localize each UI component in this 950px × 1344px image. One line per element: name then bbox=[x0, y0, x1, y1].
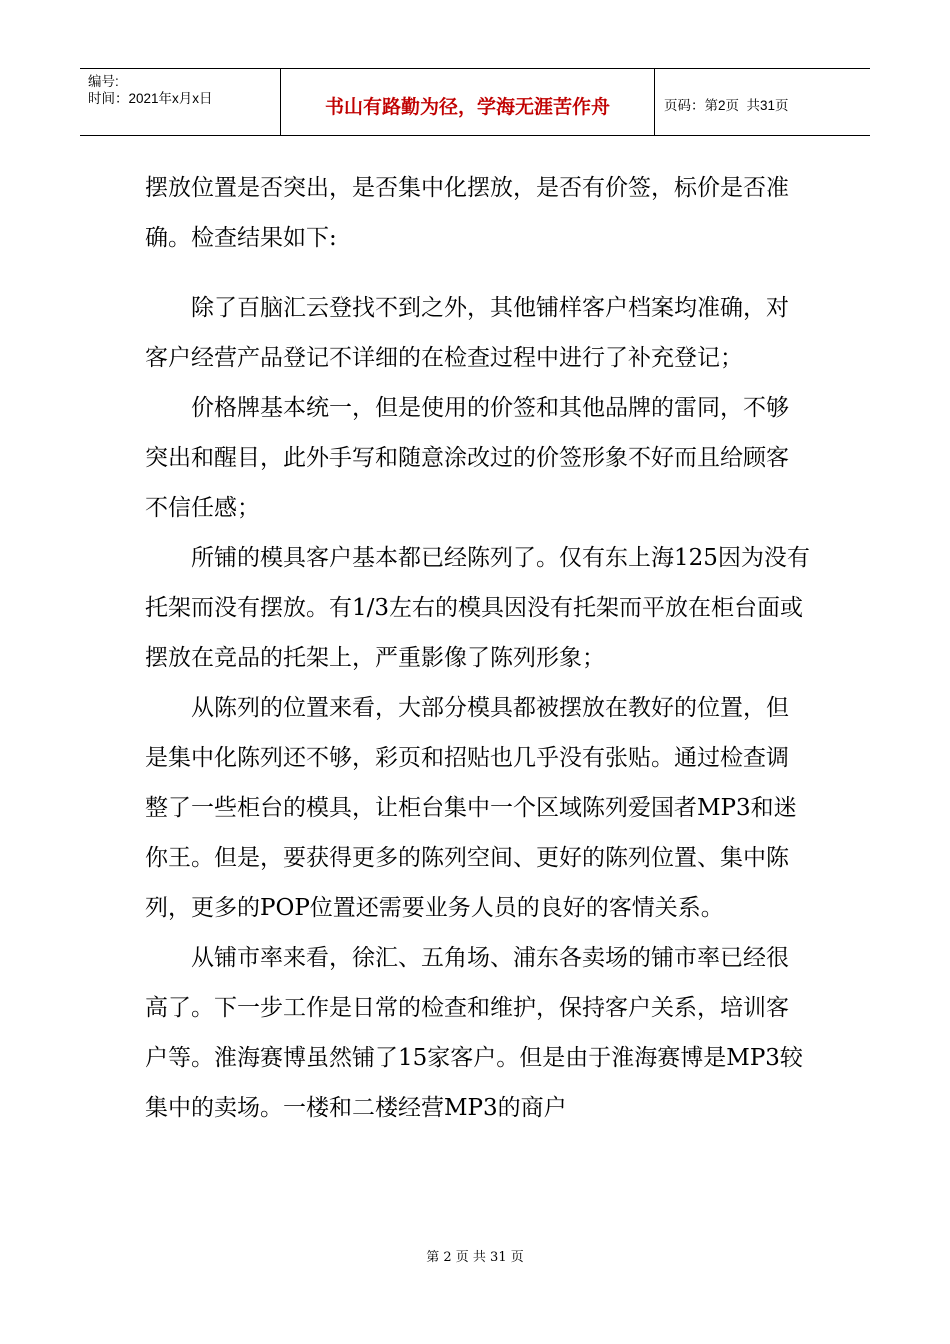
paragraph-6: 从铺市率来看，徐汇、五角场、浦东各卖场的铺市率已经很高了。下一步工作是日常的检查和维护，保持客户关系，培训客户等。淮海赛博虽然铺了15家客户。但是由于淮海赛博是MP3较集中的卖场。一楼和二楼经营MP3的商户 bbox=[145, 945, 803, 1121]
page-header bbox=[80, 68, 870, 136]
time-label: 时间：2021年x月x日 bbox=[88, 91, 213, 106]
page-footer: 第 2 页 共 31 页 bbox=[426, 1250, 524, 1265]
paragraph-2: 除了百脑汇云登找不到之外，其他铺样客户档案均准确，对客户经营产品登记不详细的在检查过程中进行了补充登记； bbox=[145, 295, 789, 371]
paragraph-1: 摆放位置是否突出，是否集中化摆放，是否有价签，标价是否准确。检查结果如下: bbox=[145, 175, 789, 251]
header-meta bbox=[80, 69, 281, 135]
header-motto: 书山有路勤为径，学海无涯苦作舟 bbox=[281, 69, 655, 135]
paragraph-5: 从陈列的位置来看，大部分模具都被摆放在教好的位置，但是集中化陈列还不够，彩页和招贴也几乎没有张贴。通过检查调整了一些柜台的模具，让柜台集中一个区域陈列爱国者MP3和迷你王。但是，要获得更多的陈列空间、更好的陈列位置、集中陈列，更多的POP位置还需要业务人员的良好的客情关系。 bbox=[145, 695, 797, 921]
number-label: 编号: bbox=[88, 74, 119, 89]
paragraph-3: 价格牌基本统一，但是使用的价签和其他品牌的雷同，不够突出和醒目，此外手写和随意涂改过的价签形象不好而且给顾客不信任感； bbox=[145, 395, 789, 521]
paragraph-4: 所铺的模具客户基本都已经陈列了。仅有东上海125因为没有托架而没有摆放。有1/3左右的模具因没有托架而平放在柜台面或摆放在竞品的托架上，严重影像了陈列形象； bbox=[145, 545, 810, 671]
header-page-number: 页码：第2页 共31页 bbox=[664, 98, 789, 113]
document-body bbox=[145, 163, 810, 1133]
